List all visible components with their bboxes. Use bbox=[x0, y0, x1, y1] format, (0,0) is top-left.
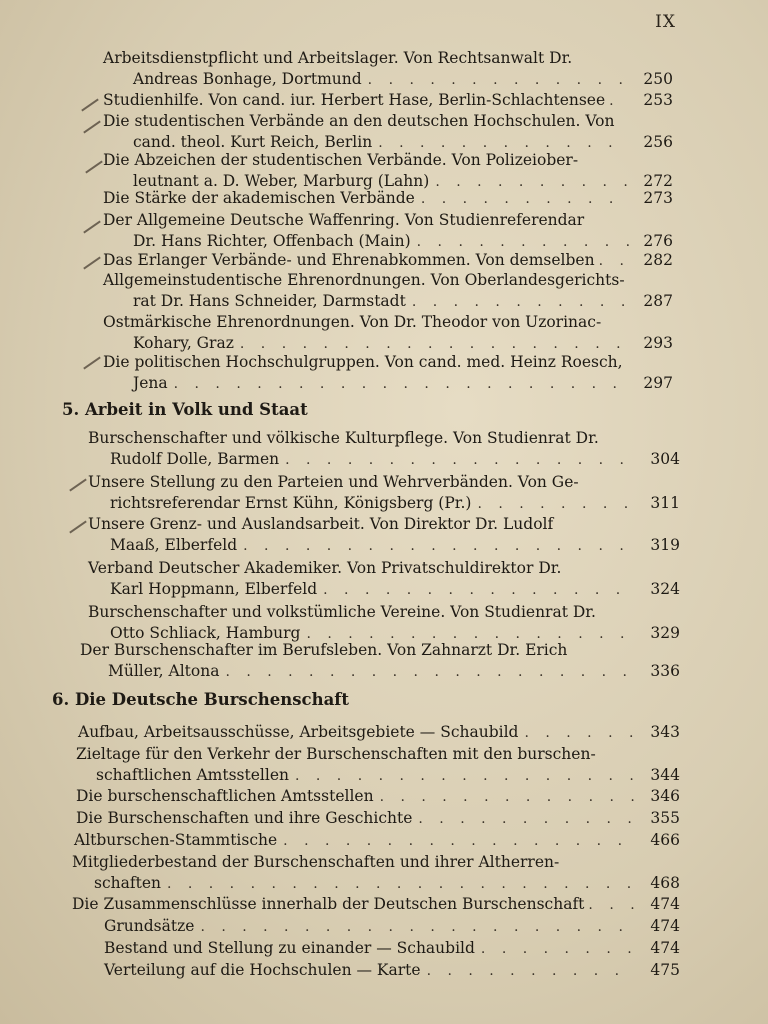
entry-line: Der Allgemeine Deutsche Waffenring. Von Studienreferendar bbox=[103, 211, 585, 229]
entry-line: Die burschenschaftlichen Amtsstellen bbox=[76, 787, 374, 805]
entry-line: Jena bbox=[133, 374, 168, 392]
entry-line: Arbeitsdienstpflicht und Arbeitslager. Von Rechtsanwalt Dr. bbox=[103, 49, 573, 67]
toc-entry bbox=[76, 744, 680, 787]
entry-line: rat Dr. Hans Schneider, Darmstadt bbox=[133, 292, 406, 310]
entry-line: Die Burschenschaften und ihre Geschichte bbox=[76, 809, 413, 827]
toc-entry bbox=[103, 48, 673, 91]
entry-page: 273 bbox=[643, 189, 673, 207]
entry-line: Verband Deutscher Akademiker. Von Privatschuldirektor Dr. bbox=[88, 559, 562, 577]
entry-page: 287 bbox=[643, 292, 673, 310]
entry-line: Die studentischen Verbände an den deutschen Hochschulen. Von bbox=[103, 112, 615, 130]
page-number: IX bbox=[655, 12, 676, 32]
entry-line: Dr. Hans Richter, Offenbach (Main) bbox=[133, 232, 411, 250]
entry-line: leutnant a. D. Weber, Marburg (Lahn) bbox=[133, 172, 430, 190]
entry-page: 250 bbox=[643, 70, 673, 88]
entry-line: Andreas Bonhage, Dortmund bbox=[133, 70, 362, 88]
entry-page: 474 bbox=[650, 895, 680, 913]
entry-line: Die politischen Hochschulgruppen. Von cand. med. Heinz Roesch, bbox=[103, 353, 623, 371]
entry-line: Mitgliederbestand der Burschenschaften und ihrer Altherren- bbox=[72, 853, 560, 871]
pencil-mark bbox=[69, 478, 87, 491]
entry-page: 297 bbox=[643, 374, 673, 392]
entry-line: schaftlichen Amtsstellen bbox=[96, 766, 289, 784]
entry-line: schaften bbox=[94, 874, 161, 892]
toc-entry bbox=[104, 960, 680, 982]
entry-page: 329 bbox=[650, 624, 680, 642]
entry-line: richtsreferendar Ernst Kühn, Königsberg (Pr.) bbox=[110, 494, 472, 512]
entry-line: Ostmärkische Ehrenordnungen. Von Dr. Theodor von Uzorinac- bbox=[103, 313, 602, 331]
entry-page: 293 bbox=[643, 334, 673, 352]
toc-entry bbox=[103, 210, 673, 253]
entry-line: Burschenschafter und völkische Kulturpflege. Von Studienrat Dr. bbox=[88, 429, 599, 447]
entry-line: Die Abzeichen der studentischen Verbände. Von Polizeiober- bbox=[103, 151, 579, 169]
entry-page: 319 bbox=[650, 536, 680, 554]
pencil-mark bbox=[83, 220, 101, 233]
entry-line: Verteilung auf die Hochschulen — Karte bbox=[104, 961, 421, 979]
entry-page: 475 bbox=[650, 961, 680, 979]
toc-entry bbox=[76, 808, 680, 830]
toc-entry bbox=[103, 352, 673, 395]
entry-line: Aufbau, Arbeitsausschüsse, Arbeitsgebiete — Schaubild bbox=[78, 723, 519, 741]
toc-entry bbox=[103, 150, 673, 193]
entry-line: Allgemeinstudentische Ehrenordnungen. Von Oberlandesgerichts- bbox=[103, 271, 625, 289]
entry-line: Studienhilfe. Von cand. iur. Herbert Hase, Berlin-Schlachtensee bbox=[103, 91, 606, 109]
entry-page: 311 bbox=[650, 494, 680, 512]
entry-page: 474 bbox=[650, 917, 680, 935]
entry-page: 346 bbox=[650, 787, 680, 805]
toc-entry bbox=[76, 786, 680, 808]
entry-line: Bestand und Stellung zu einander — Schaubild bbox=[104, 939, 475, 957]
entry-page: 466 bbox=[650, 831, 680, 849]
pencil-mark bbox=[83, 120, 101, 133]
entry-line: Zieltage für den Verkehr der Burschenschaften mit den burschen- bbox=[76, 745, 596, 763]
entry-page: 304 bbox=[650, 450, 680, 468]
toc-entry bbox=[72, 894, 680, 916]
toc-entry bbox=[103, 188, 673, 210]
entry-page: 276 bbox=[643, 232, 673, 250]
entry-page: 256 bbox=[643, 133, 673, 151]
section-heading: 6. Die Deutsche Burschenschaft bbox=[52, 690, 349, 709]
entry-line: Maaß, Elberfeld bbox=[110, 536, 238, 554]
pencil-mark bbox=[81, 98, 99, 111]
toc-entry bbox=[74, 830, 680, 852]
entry-line: Kohary, Graz bbox=[133, 334, 234, 352]
pencil-mark bbox=[83, 256, 101, 269]
entry-line: Das Erlanger Verbände- und Ehrenabkommen. Von demselben bbox=[103, 251, 595, 269]
pencil-mark bbox=[69, 520, 87, 533]
toc-entry bbox=[103, 90, 673, 112]
entry-line: Rudolf Dolle, Barmen bbox=[110, 450, 280, 468]
entry-line: Karl Hoppmann, Elberfeld bbox=[110, 580, 318, 598]
toc-entry bbox=[78, 722, 680, 744]
toc-entry bbox=[72, 852, 680, 895]
entry-page: 355 bbox=[650, 809, 680, 827]
pencil-mark bbox=[83, 356, 101, 369]
entry-line: Otto Schliack, Hamburg bbox=[110, 624, 301, 642]
toc-entry bbox=[88, 558, 680, 601]
entry-page: 343 bbox=[650, 723, 680, 741]
entry-line: Unsere Stellung zu den Parteien und Wehrverbänden. Von Ge- bbox=[88, 473, 579, 491]
toc-entry bbox=[88, 428, 680, 471]
toc-entry bbox=[88, 602, 680, 645]
entry-line: Altburschen-Stammtische bbox=[74, 831, 278, 849]
entry-line: cand. theol. Kurt Reich, Berlin bbox=[133, 133, 373, 151]
entry-page: 336 bbox=[650, 662, 680, 680]
entry-line: Grundsätze bbox=[104, 917, 195, 935]
entry-page: 272 bbox=[643, 172, 673, 190]
entry-line: Unsere Grenz- und Auslandsarbeit. Von Direktor Dr. Ludolf bbox=[88, 515, 554, 533]
entry-line: Die Stärke der akademischen Verbände bbox=[103, 189, 415, 207]
entry-page: 282 bbox=[643, 251, 673, 269]
entry-line: Der Burschenschafter im Berufsleben. Von Zahnarzt Dr. Erich bbox=[80, 641, 568, 659]
entry-line: Die Zusammenschlüsse innerhalb der Deutschen Burschenschaft bbox=[72, 895, 585, 913]
toc-entry bbox=[80, 640, 680, 683]
section-heading: 5. Arbeit in Volk und Staat bbox=[62, 400, 308, 419]
toc-entry bbox=[103, 250, 673, 272]
entry-page: 324 bbox=[650, 580, 680, 598]
toc-entry bbox=[88, 472, 680, 515]
entry-line: Müller, Altona bbox=[108, 662, 220, 680]
pencil-mark bbox=[85, 160, 103, 173]
entry-page: 253 bbox=[643, 91, 673, 109]
toc-entry bbox=[104, 916, 680, 938]
entry-line: Burschenschafter und volkstümliche Vereine. Von Studienrat Dr. bbox=[88, 603, 596, 621]
toc-entry bbox=[103, 270, 673, 313]
toc-entry bbox=[103, 312, 673, 355]
toc-entry bbox=[104, 938, 680, 960]
entry-page: 474 bbox=[650, 939, 680, 957]
toc-entry bbox=[103, 111, 673, 154]
toc-entry bbox=[88, 514, 680, 557]
entry-page: 344 bbox=[650, 766, 680, 784]
entry-page: 468 bbox=[650, 874, 680, 892]
